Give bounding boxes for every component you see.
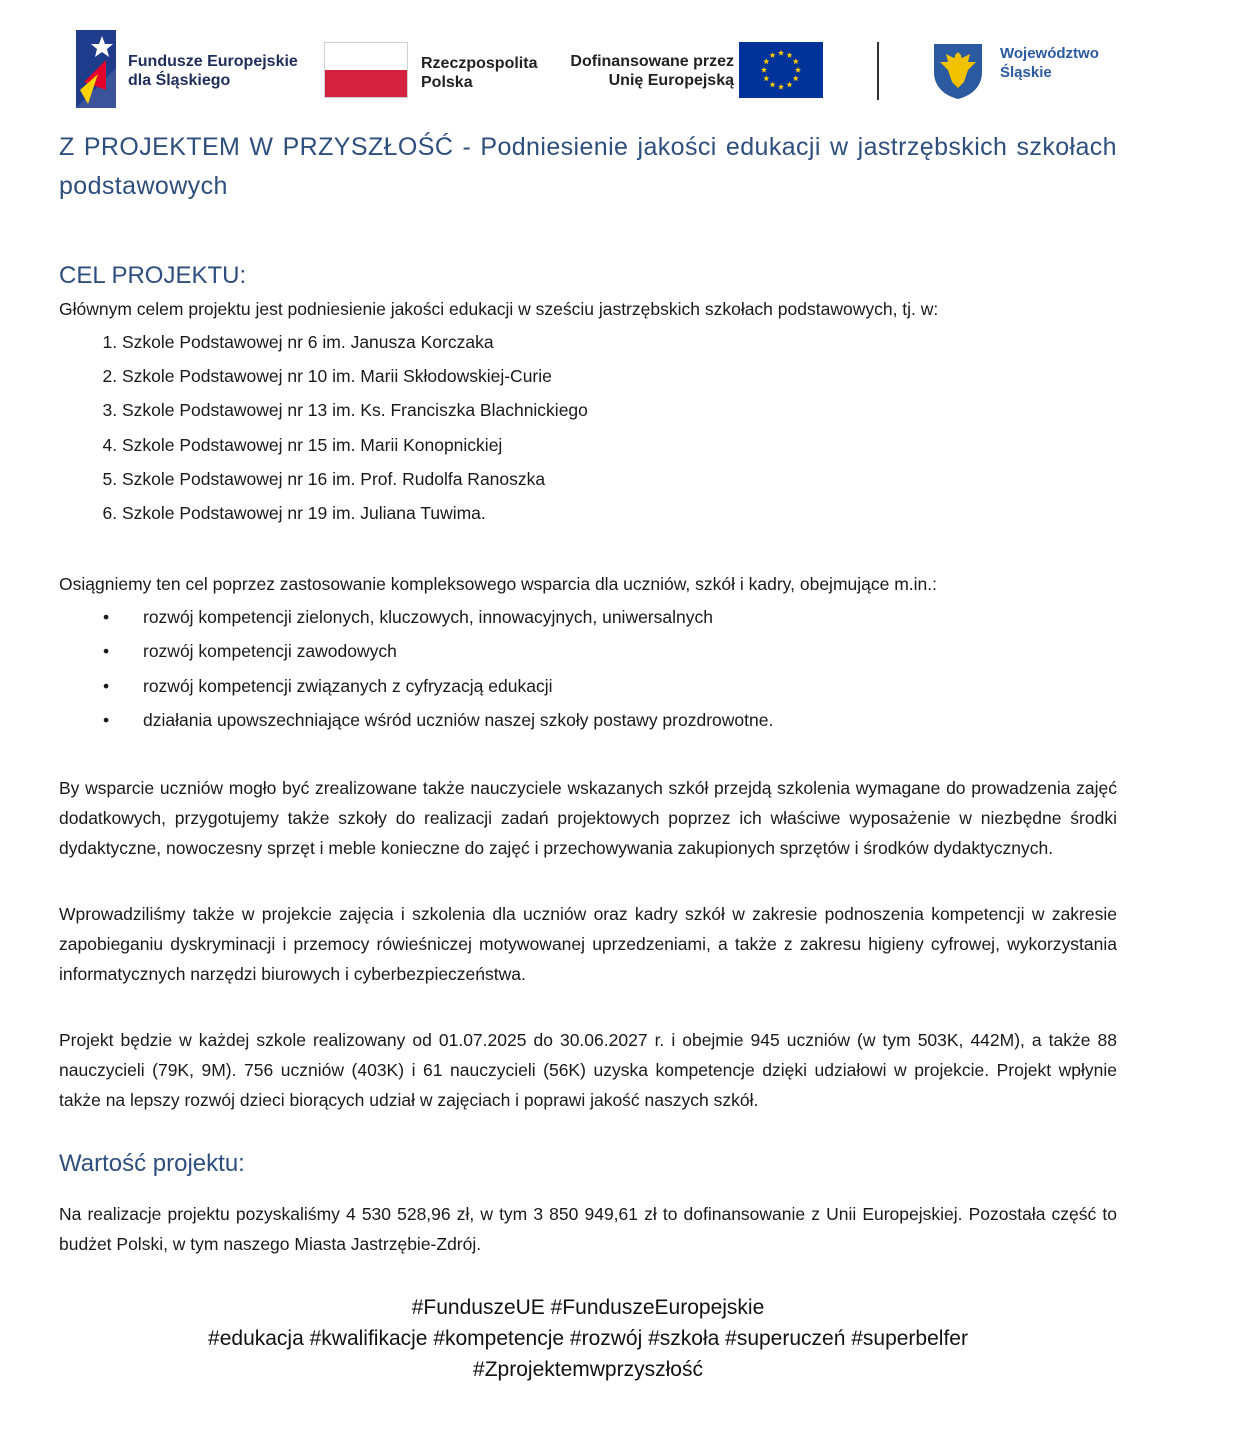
pl-logo-line1: Rzeczpospolita [421,55,538,72]
support-item-text: rozwój kompetencji zielonych, kluczowych, innowacyjnych, uniwersalnych [143,607,713,628]
ue-logo-line1: Dofinansowane przez [570,53,734,70]
eu-flag-icon [739,42,823,98]
hashtags-line: #Zprojektemwprzyszłość [473,1358,703,1382]
fundusze-europejskie-emblem-icon [76,30,116,108]
bullet-icon: • [103,607,110,628]
support-item-text: rozwój kompetencji związanych z cyfryzacją edukacji [143,675,553,696]
pl-logo-line2: Polska [421,74,473,91]
sl-logo-line1: Województwo [1000,45,1099,62]
project-scope-paragraph: Projekt będzie w każdej szkole realizowany od 01.07.2025 do 30.06.2027 r. i obejmie 945 uczniów (w tym 503K, 442M), a także 88 nauczycieli (79K, 9M). 756 uczniów (403K) i 61 nauczycieli (56K) uzyska kompetencje dzięki udziałowi w projekcie. Projekt wpłynie także na lepszy rozwój dzieci biorących udział w zajęciach i poprawi jakość naszych szkół. [59,1030,1117,1111]
project-value-paragraph: Na realizacje projektu pozyskaliśmy 4 530 528,96 zł, w tym 3 850 949,61 zł to dofinansowanie z Unii Europejskiej. Pozostała część to budżet Polski, w tym naszego Miasta Jastrzębie-Zdrój. [59,1204,1117,1255]
bullet-icon: • [103,641,110,662]
hashtags-line: #edukacja #kwalifikacje #kompetencje #rozwój #szkoła #superuczeń #superbelfer [208,1327,968,1351]
bullet-icon: • [103,709,110,730]
support-item-text: rozwój kompetencji zawodowych [143,641,397,662]
logo-bar [76,28,1116,108]
fe-logo-line2: dla Śląskiego [128,72,231,89]
logo-divider [877,42,879,100]
document-body [59,128,1117,1385]
list-item: 5. Szkole Podstawowej nr 16 im. Prof. Rudolfa Ranoszka [122,462,1117,496]
list-item [59,600,1117,634]
bullet-icon: • [103,675,110,696]
schools-list [59,325,1117,530]
eagle-shield-icon [932,42,984,100]
list-item: 3. Szkole Podstawowej nr 13 im. Ks. Franciszka Blachnickiego [122,393,1117,427]
support-item-text: działania upowszechniające wśród uczniów naszej szkoły postawy prozdrowotne. [143,709,774,730]
anti-discrimination-paragraph: Wprowadziliśmy także w projekcie zajęcia i szkolenia dla uczniów oraz kadry szkół w zakresie podnoszenia kompetencji w zakresie zapobieganiu dyskryminacji i przemocy rówieśniczej motywowanej uprzedzeniami, a także z zakresu higieny cyfrowej, wykorzystania informatycznych narzędzi biurowych i cyberbezpieczeństwa. [59,904,1117,985]
support-intro-paragraph: Osiągniemy ten cel poprzez zastosowanie kompleksowego wsparcia dla uczniów, szkół i kadry, obejmujące m.in.: [59,574,937,595]
cel-intro-paragraph: Głównym celem projektu jest podniesienie jakości edukacji w sześciu jastrzębskich szkołach podstawowych, tj. w: [59,299,939,319]
list-item: 4. Szkole Podstawowej nr 15 im. Marii Konopnickiej [122,428,1117,462]
list-item: 6. Szkole Podstawowej nr 19 im. Juliana Tuwima. [122,496,1117,530]
hashtags-block [59,1292,1117,1385]
section-heading-cel: CEL PROJEKTU: [59,262,247,289]
teachers-training-paragraph: By wsparcie uczniów mogło być zrealizowane także nauczyciele wskazanych szkół przejdą szkolenia wymagane do prowadzenia zajęć dodatkowych, przygotujemy także szkoły do realizacji zadań projektowych poprzez ich właściwe wyposażenie w niezbędne środki dydaktyczne, nowoczesny sprzęt i meble konieczne do zajęć i przechowywania zakupionych sprzętów i środków dydaktycznych. [59,778,1117,859]
section-heading-wartosc: Wartość projektu: [59,1150,245,1178]
sl-logo-line2: Śląskie [1000,64,1052,81]
list-item: 2. Szkole Podstawowej nr 10 im. Marii Skłodowskiej-Curie [122,359,1117,393]
polish-flag-icon [324,42,408,98]
list-item: 1. Szkole Podstawowej nr 6 im. Janusza Korczaka [122,325,1117,359]
support-list [59,600,1117,737]
list-item [59,669,1117,703]
ue-logo-line2: Unię Europejską [608,72,734,89]
list-item [59,703,1117,737]
document-title: Z PROJEKTEM W PRZYSZŁOŚĆ - Podniesienie jakości edukacji w jastrzębskich szkołach podstawowych [59,133,1117,200]
list-item [59,634,1117,668]
hashtags-line: #FunduszeUE #FunduszeEuropejskie [411,1296,765,1320]
fe-logo-line1: Fundusze Europejskie [128,53,298,70]
